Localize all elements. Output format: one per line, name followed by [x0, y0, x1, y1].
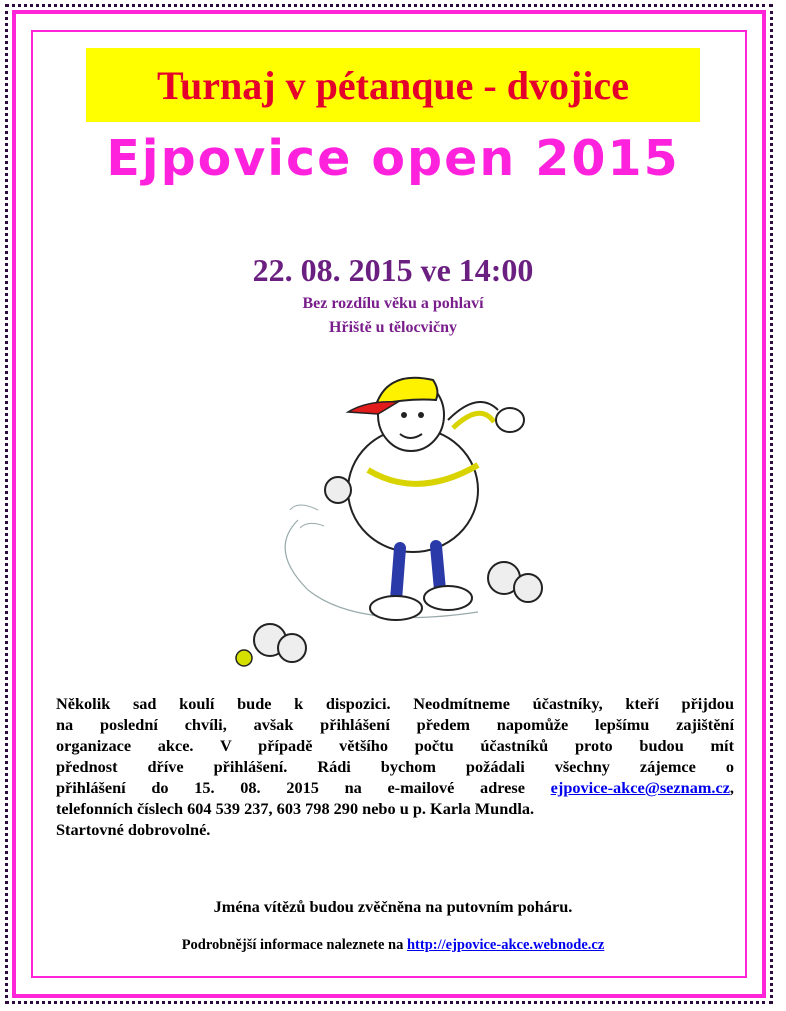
email-link[interactable]: ejpovice-akce@seznam.cz [550, 778, 730, 797]
event-name: Ejpovice open 2015 [106, 130, 680, 187]
paragraph-line: přednost dříve přihlášení. Rádi bychom požádali všechny zájemce o [56, 757, 734, 776]
info-paragraph [56, 693, 734, 840]
venue: Hřiště u tělocvičny [329, 319, 457, 336]
paragraph-line: Několik sad koulí bude k dispozici. Neodmítneme účastníky, kteří přijdou [56, 694, 734, 713]
winners-note: Jména vítězů budou zvěčněna na putovním poháru. [213, 897, 573, 916]
paragraph-line [56, 777, 734, 798]
cartoon-petanque-player-icon [228, 350, 558, 680]
event-date: 22. 08. 2015 ve 14:00 [252, 252, 534, 288]
paragraph-line: organizace akce. V případě většího počtu účastníků proto budou mít [56, 736, 734, 755]
title-banner [86, 48, 700, 122]
registration-text: přihlášení do 15. 08. 2015 na e-mailové adrese [56, 778, 551, 797]
website-link[interactable]: http://ejpovice-akce.webnode.cz [406, 937, 605, 953]
poster-title: Turnaj v pétanque - dvojice [157, 62, 629, 108]
paragraph-line: telefonních číslech 604 539 237, 603 798 290 nebo u p. Karla Mundla. [56, 799, 535, 818]
more-info-text: Podrobnější informace naleznete na [181, 937, 407, 953]
more-info [40, 937, 746, 954]
paragraph-line: Startovné dobrovolné. [56, 820, 211, 839]
registration-punct: , [729, 778, 734, 797]
paragraph-line: na poslední chvíli, avšak přihlášení předem napomůže lepšímu zajištění [56, 715, 734, 734]
eligibility-note: Bez rozdílu věku a pohlaví [302, 295, 484, 312]
